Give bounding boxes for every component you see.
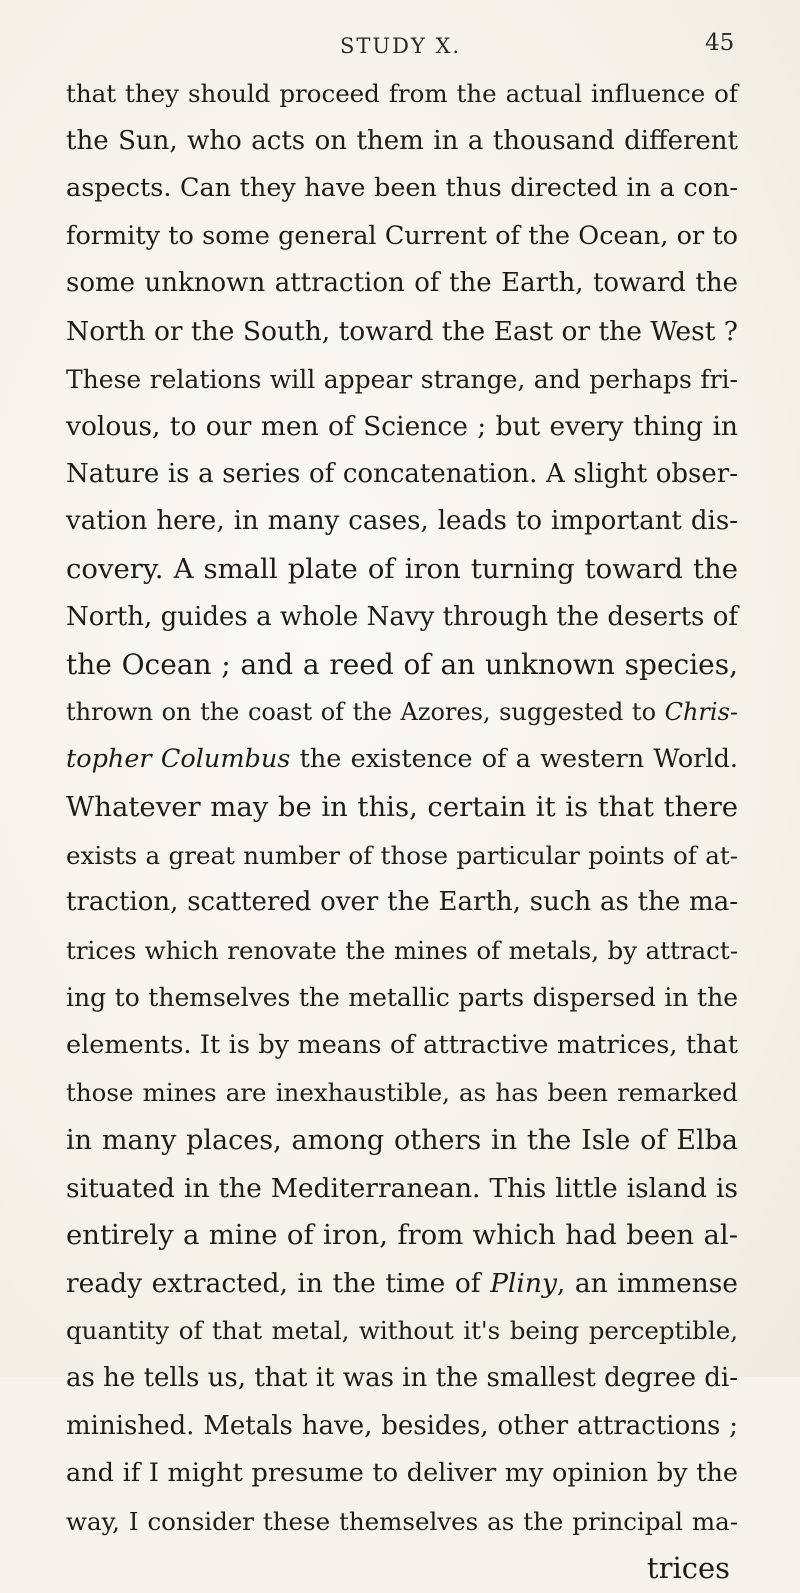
text-line-with-italic: [66, 689, 738, 737]
text-line: some unknown attraction of the Earth, toward the: [66, 268, 738, 299]
catchword: trices: [646, 1551, 730, 1586]
italic-name: Chris-: [664, 697, 738, 726]
text-line: North, guides a whole Navy through the deserts of: [66, 601, 738, 632]
italic-name: topher Columbus: [66, 744, 291, 775]
text-line: entirely a mine of iron, from which had been al-: [66, 1219, 738, 1252]
text-line: vation here, in many cases, leads to important dis-: [66, 506, 738, 537]
text-line: covery. A small plate of iron turning toward the: [66, 552, 738, 585]
text-line: North or the South, toward the East or the West ?: [66, 315, 738, 347]
text-line: These relations will appear strange, and perhaps fri-: [66, 364, 738, 394]
line-text: thrown on the coast of the Azores, suggested to: [66, 697, 665, 726]
page-number: 45: [705, 30, 735, 56]
running-title: STUDY X.: [340, 34, 462, 58]
text-line: those mines are inexhaustible, as has been remarked: [66, 1078, 738, 1108]
text-line: way, I consider these themselves as the principal ma-: [66, 1506, 738, 1536]
italic-name: Pliny: [490, 1267, 557, 1299]
text-line: exists a great number of those particular points of at-: [66, 840, 738, 870]
line-text: , an immense: [556, 1267, 738, 1299]
text-line: elements. It is by means of attractive matrices, that: [66, 1029, 738, 1060]
text-line: aspects. Can they have been thus directed in a con-: [66, 173, 738, 204]
text-line: and if I might presume to deliver my opinion by the: [66, 1458, 738, 1489]
text-line-with-italic: [66, 1260, 738, 1308]
text-line: Whatever may be in this, certain it is that there: [66, 790, 738, 823]
text-line: volous, to our men of Science ; but every thing in: [66, 411, 738, 443]
text-line: ing to themselves the metallic parts dispersed in the: [66, 983, 738, 1013]
text-line: situated in the Mediterranean. This little island is: [66, 1172, 738, 1204]
text-line: as he tells us, that it was in the smallest degree di-: [66, 1363, 738, 1394]
line-text: the existence of a western World.: [299, 744, 738, 775]
text-line-with-italic: [66, 736, 738, 784]
text-line: that they should proceed from the actual influence of: [66, 79, 738, 108]
running-head: [0, 24, 800, 64]
text-line: formity to some general Current of the Ocean, or to: [66, 220, 738, 251]
text-line: quantity of that metal, without it's being perceptible,: [66, 1316, 738, 1346]
line-text: ready extracted, in the time of: [66, 1267, 491, 1299]
body-text: [66, 70, 738, 1593]
text-line: Nature is a series of concatenation. A slight obser-: [66, 458, 738, 489]
text-line: in many places, among others in the Isle of Elba: [66, 1125, 738, 1157]
text-line: trices which renovate the mines of metals, by attract-: [66, 935, 738, 965]
text-line: minished. Metals have, besides, other attractions ;: [66, 1410, 738, 1441]
text-line: the Ocean ; and a reed of an unknown species,: [66, 648, 738, 682]
text-line: traction, scattered over the Earth, such as the ma-: [66, 887, 738, 918]
text-line: the Sun, who acts on them in a thousand different: [66, 125, 738, 156]
